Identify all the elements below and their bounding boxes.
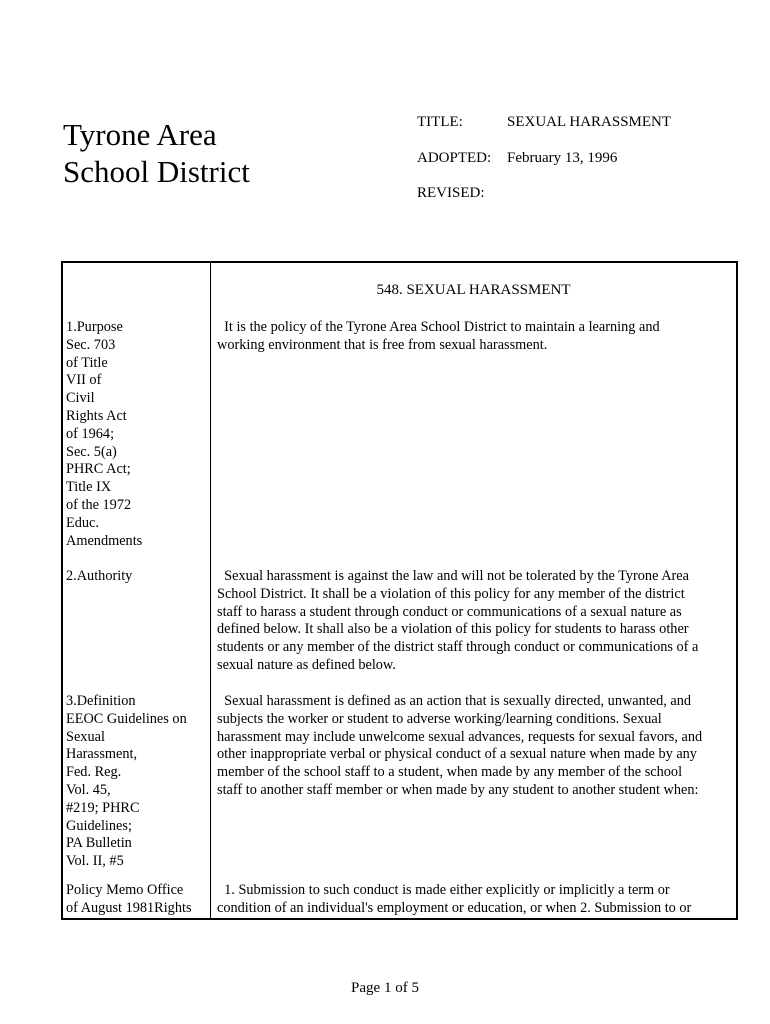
section-side-note xyxy=(66,882,208,918)
side-line: Title IX xyxy=(66,479,112,496)
meta-adopted-row xyxy=(417,150,671,186)
side-line: of Title xyxy=(66,354,108,371)
meta-revised-row xyxy=(417,185,671,221)
body-line: students or any member of the district staff through conduct or communications of a xyxy=(217,639,699,656)
policy-heading: 548. SEXUAL HARASSMENT xyxy=(376,282,571,298)
body-line: 1. Submission to such conduct is made either explicitly or implicitly a term or xyxy=(217,882,670,898)
district-name xyxy=(63,116,250,190)
body-line: School District. It shall be a violation of this policy for any member of the district xyxy=(217,585,685,602)
side-line: Rights Act xyxy=(66,407,127,424)
side-line: 3.Definition xyxy=(66,693,136,709)
side-line: EEOC Guidelines on xyxy=(66,710,187,727)
revised-label: REVISED: xyxy=(417,185,485,201)
policy-table xyxy=(61,261,738,920)
district-name-line1: Tyrone Area xyxy=(63,117,217,152)
side-line: of August 1981Rights xyxy=(66,899,192,916)
meta-title-row xyxy=(417,114,671,150)
side-line: 1.Purpose xyxy=(66,319,123,335)
body-line: condition of an individual's employment or education, or when 2. Submission to or xyxy=(217,899,692,916)
body-line: harassment may include unwelcome sexual advances, requests for sexual favors, and xyxy=(217,728,703,745)
side-line: Harassment, xyxy=(66,746,138,763)
body-line: working environment that is free from sexual harassment. xyxy=(217,336,548,353)
side-line: PHRC Act; xyxy=(66,461,131,478)
adopted-label: ADOPTED: xyxy=(417,149,492,166)
column-divider xyxy=(210,263,211,918)
side-line: Sec. 5(a) xyxy=(66,443,117,460)
section-body xyxy=(217,693,732,800)
section-body xyxy=(217,882,732,918)
body-line: subjects the worker or student to adverse working/learning conditions. Sexual xyxy=(217,710,662,727)
title-value: SEXUAL HARASSMENT xyxy=(507,114,672,130)
side-line: #219; PHRC xyxy=(66,799,140,816)
title-label: TITLE: xyxy=(417,114,463,130)
body-line: staff to another staff member or when made by any student to another student when: xyxy=(217,781,699,798)
side-line: Educ. xyxy=(66,514,99,531)
body-line: It is the policy of the Tyrone Area School District to maintain a learning and xyxy=(217,319,660,335)
body-line: Sexual harassment is defined as an action that is sexually directed, unwanted, and xyxy=(217,693,692,709)
side-line: of 1964; xyxy=(66,425,115,442)
section-side-note xyxy=(66,568,208,586)
body-line: sexual nature as defined below. xyxy=(217,656,396,673)
side-line: Civil xyxy=(66,390,95,407)
body-line: other inappropriate verbal or physical conduct of a sexual nature when made by any xyxy=(217,746,697,763)
side-line: Vol. II, #5 xyxy=(66,853,124,870)
side-line: Sec. 703 xyxy=(66,336,116,353)
body-line: Sexual harassment is against the law and will not be tolerated by the Tyrone Area xyxy=(217,568,689,584)
side-line: 2.Authority xyxy=(66,568,133,584)
adopted-value: February 13, 1996 xyxy=(507,149,618,166)
section-side-note xyxy=(66,319,208,550)
side-line: PA Bulletin xyxy=(66,835,132,852)
section-body xyxy=(217,319,732,355)
body-line: member of the school staff to a student, when made by any member of the school xyxy=(217,764,683,781)
body-line: staff to harass a student through conduct or communications of a sexual nature as xyxy=(217,603,682,620)
side-line: Amendments xyxy=(66,532,143,549)
side-line: Sexual xyxy=(66,728,105,745)
page-number: Page 1 of 5 xyxy=(351,980,419,996)
side-line: Guidelines; xyxy=(66,817,132,834)
section-body xyxy=(217,568,732,675)
side-line: VII of xyxy=(66,372,102,389)
side-line: Vol. 45, xyxy=(66,781,111,798)
side-line: Fed. Reg. xyxy=(66,764,122,781)
policy-meta xyxy=(417,114,671,221)
side-line: of the 1972 xyxy=(66,496,132,513)
district-name-line2: School District xyxy=(63,154,250,189)
body-line: defined below. It shall also be a violation of this policy for students to harass other xyxy=(217,621,689,638)
side-line: Policy Memo Office xyxy=(66,882,184,898)
section-side-note xyxy=(66,693,208,871)
